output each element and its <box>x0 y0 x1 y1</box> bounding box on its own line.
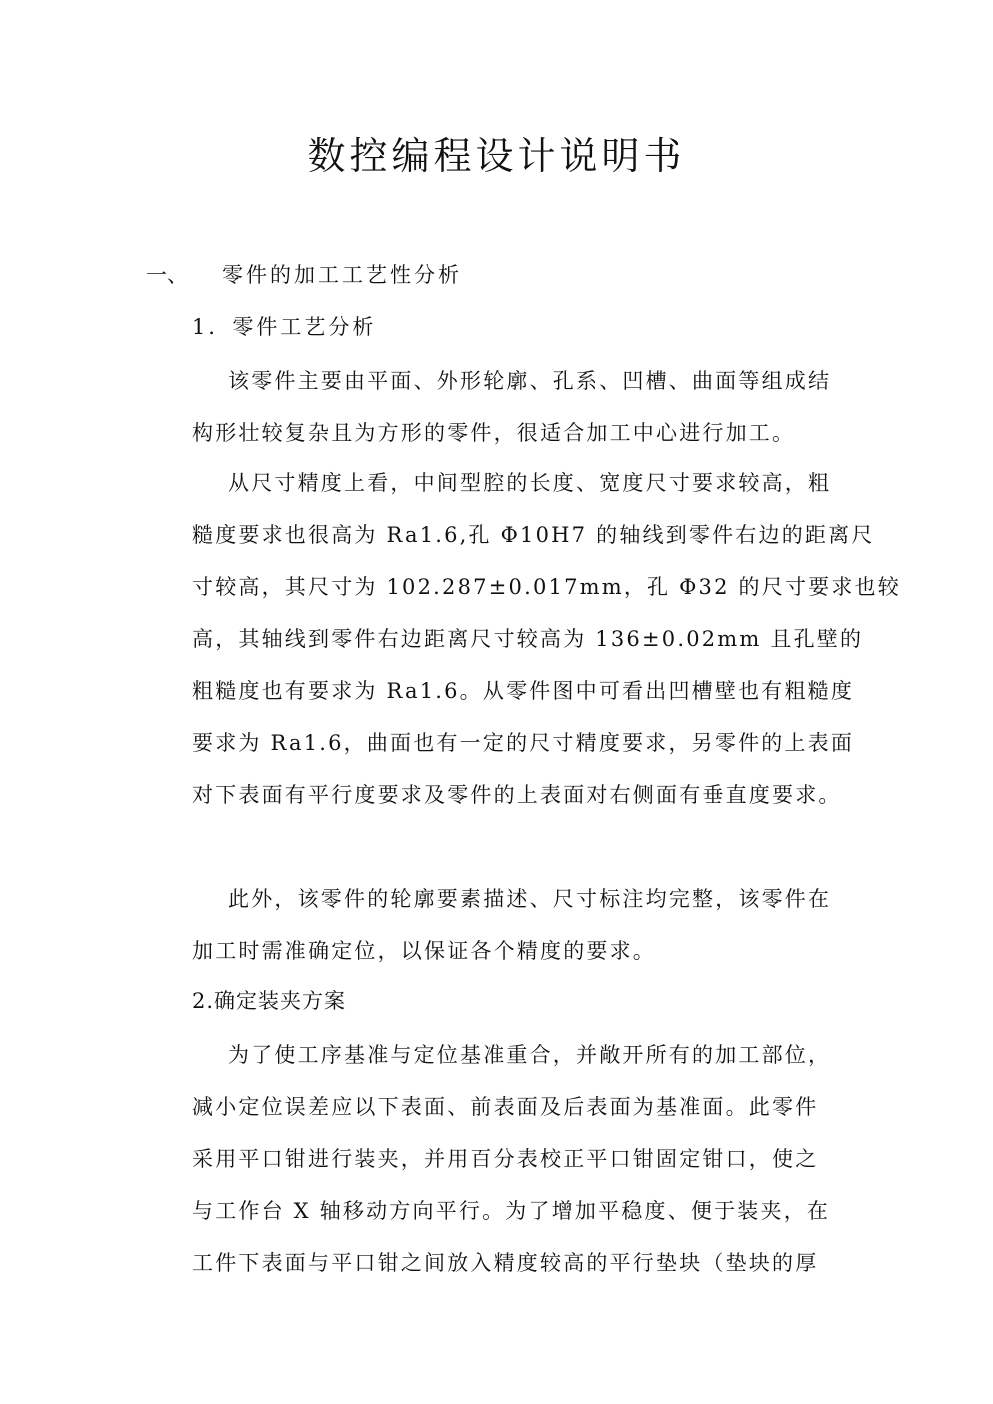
paragraph-2-line-6: 要求为 Ra1.6，曲面也有一定的尺寸精度要求，另零件的上表面 <box>192 731 855 755</box>
subsection-heading-2: 2.确定装夹方案 <box>192 989 347 1013</box>
paragraph-2-line-1: 从尺寸精度上看，中间型腔的长度、宽度尺寸要求较高，粗 <box>228 471 832 495</box>
paragraph-3-line-1: 此外，该零件的轮廓要素描述、尺寸标注均完整，该零件在 <box>228 887 832 911</box>
subsection-heading-1: 1．零件工艺分析 <box>192 315 377 339</box>
paragraph-2-line-4: 高，其轴线到零件右边距离尺寸较高为 136±0.02mm 且孔壁的 <box>192 627 864 651</box>
paragraph-4-line-3: 采用平口钳进行装夹，并用百分表校正平口钳固定钳口，使之 <box>192 1147 819 1171</box>
paragraph-2-line-2: 糙度要求也很高为 Ra1.6,孔 Φ10H7 的轴线到零件右边的距离尺 <box>192 523 875 547</box>
paragraph-2-line-5: 粗糙度也有要求为 Ra1.6。从零件图中可看出凹槽壁也有粗糙度 <box>192 679 855 703</box>
paragraph-2-line-7: 对下表面有平行度要求及零件的上表面对右侧面有垂直度要求。 <box>192 783 842 807</box>
paragraph-3-line-2: 加工时需准确定位，以保证各个精度的要求。 <box>192 939 656 963</box>
paragraph-1-line-2: 构形壮较复杂且为方形的零件，很适合加工中心进行加工。 <box>192 421 796 445</box>
document-title: 数控编程设计说明书 <box>307 134 686 178</box>
paragraph-1-line-1: 该零件主要由平面、外形轮廓、孔系、凹槽、曲面等组成结 <box>228 369 832 393</box>
paragraph-4-line-1: 为了使工序基准与定位基准重合，并敞开所有的加工部位， <box>228 1043 832 1067</box>
section-heading: 零件的加工工艺性分析 <box>222 263 462 287</box>
paragraph-4-line-5: 工件下表面与平口钳之间放入精度较高的平行垫块（垫块的厚 <box>192 1251 819 1275</box>
section-number: 一、 <box>146 263 188 287</box>
paragraph-4-line-4: 与工作台 X 轴移动方向平行。为了增加平稳度、便于装夹，在 <box>192 1199 831 1223</box>
paragraph-2-line-3: 寸较高，其尺寸为 102.287±0.017mm，孔 Φ32 的尺寸要求也较 <box>192 575 901 599</box>
paragraph-4-line-2: 减小定位误差应以下表面、前表面及后表面为基准面。此零件 <box>192 1095 819 1119</box>
